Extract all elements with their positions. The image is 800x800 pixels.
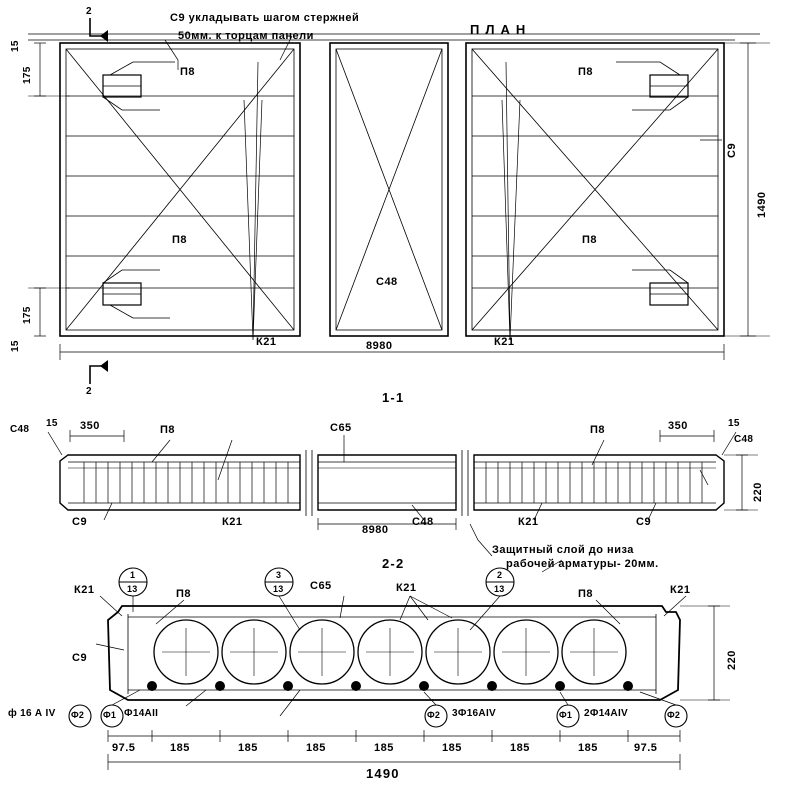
s22-dim-7: 185 bbox=[510, 742, 530, 754]
plan-mark-p8-1: П8 bbox=[180, 66, 196, 78]
s22-mark-s65: С65 bbox=[310, 580, 332, 592]
s11-mark-p8-left: П8 bbox=[160, 424, 176, 436]
s11-dim-350-right: 350 bbox=[668, 420, 688, 432]
plan-mark-k21-right: К21 bbox=[494, 336, 515, 348]
s22-dim-total: 1490 bbox=[366, 766, 400, 781]
s11-mark-k21-right: К21 bbox=[518, 516, 539, 528]
section-1-1-title: 1-1 bbox=[382, 390, 405, 405]
note-line-1: С9 укладывать шагом стержней bbox=[170, 12, 360, 24]
s11-mark-k21-left: К21 bbox=[222, 516, 243, 528]
s22-dim-1: 97.5 bbox=[112, 742, 136, 754]
note-line-4: рабочей арматуры- 20мм. bbox=[506, 558, 659, 570]
s11-dim-15-right: 15 bbox=[728, 418, 740, 429]
section-2-2-title: 2-2 bbox=[382, 556, 405, 571]
s11-dim-350-left: 350 bbox=[80, 420, 100, 432]
plan-mark-s9: С9 bbox=[726, 142, 738, 158]
s22-dim-9: 97.5 bbox=[634, 742, 658, 754]
plan-mark-s48: С48 bbox=[376, 276, 398, 288]
s11-mark-s65: С65 bbox=[330, 422, 352, 434]
s11-dim-15-left: 15 bbox=[46, 418, 58, 429]
s22-dim-5: 185 bbox=[374, 742, 394, 754]
s22-dim-2: 185 bbox=[170, 742, 190, 754]
s22-rebar-note-2: 3Ф16АIV bbox=[452, 708, 496, 719]
balloon-1-bottom: 13 bbox=[127, 584, 138, 594]
s22-mark-k21-left: К21 bbox=[74, 584, 95, 596]
s11-mark-s48-left: С48 bbox=[10, 424, 30, 435]
s22-mark-k21-mid: К21 bbox=[396, 582, 417, 594]
s22-rebar-left: ф 16 А IV bbox=[8, 708, 56, 719]
s11-dim-length: 8980 bbox=[362, 524, 389, 536]
s22-dim-3: 185 bbox=[238, 742, 258, 754]
s22-mark-k21-right: К21 bbox=[670, 584, 691, 596]
plan-dim-175-bottom: 175 bbox=[22, 306, 33, 324]
s22-dim-depth: 220 bbox=[726, 650, 738, 670]
plan-dim-overall: 8980 bbox=[366, 340, 393, 352]
s11-dim-depth: 220 bbox=[752, 482, 764, 502]
s22-dim-8: 185 bbox=[578, 742, 598, 754]
note-line-2: 50мм. к торцам панели bbox=[178, 30, 314, 42]
plan-mark-p8-4: П8 bbox=[582, 234, 598, 246]
plan-dim-15-top: 15 bbox=[10, 40, 21, 52]
s11-mark-s48-mid: С48 bbox=[412, 516, 434, 528]
s22-mark-p8-right: П8 bbox=[578, 588, 594, 600]
s22-rebar-note-1: Ф14АII bbox=[124, 708, 159, 719]
s11-mark-s9-left: С9 bbox=[72, 516, 88, 528]
ref-circle-3: Ф2 bbox=[427, 710, 441, 720]
plan-title: П Л А Н bbox=[470, 22, 527, 37]
balloon-3-top: 3 bbox=[276, 570, 282, 580]
balloon-1-top: 1 bbox=[130, 570, 136, 580]
ref-circle-4: Ф1 bbox=[559, 710, 573, 720]
s11-mark-p8-right: П8 bbox=[590, 424, 606, 436]
s22-dim-6: 185 bbox=[442, 742, 462, 754]
s22-mark-p8-left: П8 bbox=[176, 588, 192, 600]
plan-mark-p8-3: П8 bbox=[578, 66, 594, 78]
ref-circle-2: Ф1 bbox=[103, 710, 117, 720]
plan-dim-height: 1490 bbox=[756, 191, 768, 218]
plan-mark-k21-left: К21 bbox=[256, 336, 277, 348]
balloon-3-bottom: 13 bbox=[273, 584, 284, 594]
s11-mark-s48-right: С48 bbox=[734, 434, 754, 445]
plan-dim-175-top: 175 bbox=[22, 66, 33, 84]
plan-section-cut-bottom: 2 bbox=[86, 386, 92, 397]
plan-mark-p8-2: П8 bbox=[172, 234, 188, 246]
s22-rebar-note-3: 2Ф14АIV bbox=[584, 708, 628, 719]
plan-section-cut-top: 2 bbox=[86, 6, 92, 17]
note-line-3: Защитный слой до низа bbox=[492, 544, 634, 556]
s11-mark-s9-right: С9 bbox=[636, 516, 652, 528]
balloon-2-bottom: 13 bbox=[494, 584, 505, 594]
s22-dim-4: 185 bbox=[306, 742, 326, 754]
ref-circle-5: Ф2 bbox=[667, 710, 681, 720]
plan-dim-15-bottom: 15 bbox=[10, 340, 21, 352]
s22-mark-s9: С9 bbox=[72, 652, 88, 664]
ref-circle-1: Ф2 bbox=[71, 710, 85, 720]
balloon-2-top: 2 bbox=[497, 570, 503, 580]
